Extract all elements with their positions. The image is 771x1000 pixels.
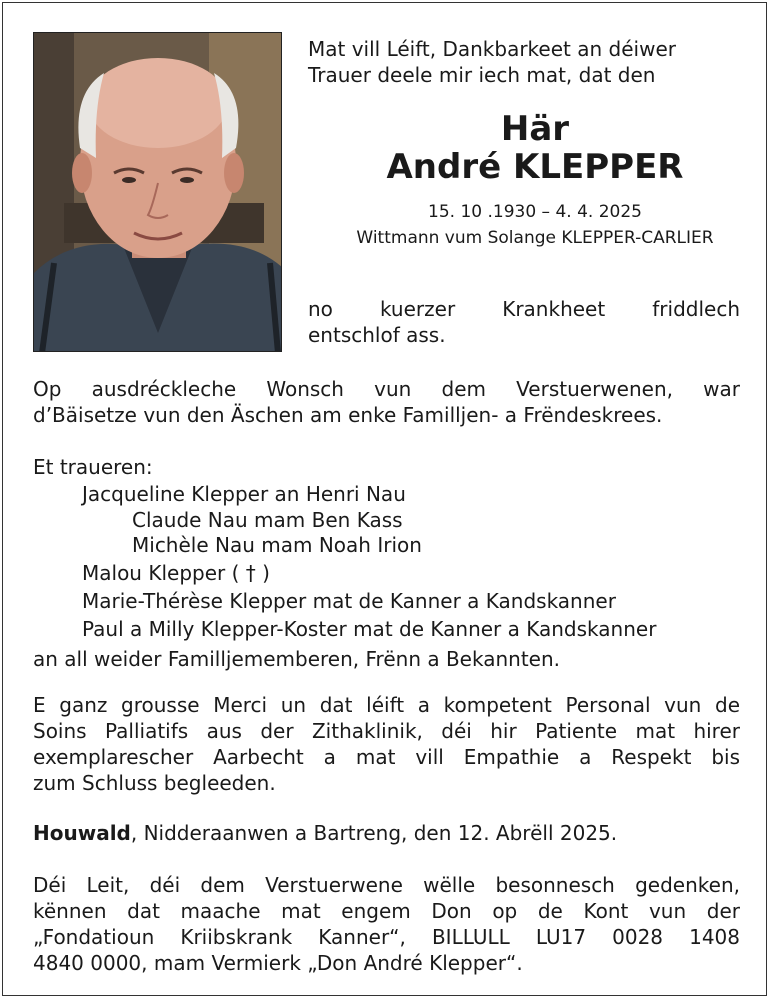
salutation: Här bbox=[500, 109, 570, 149]
mourners-heading: Et traueren: bbox=[33, 455, 153, 479]
donation-line: „Fondatioun Kriibskrank Kanner“, BILLULL LU17 0028 1408 bbox=[33, 925, 740, 949]
mourner-line: Paul a Milly Klepper-Koster mat de Kanner a Kandskanner bbox=[82, 617, 657, 641]
mourner-line: Marie-Thérèse Klepper mat de Kanner a Kandskanner bbox=[82, 589, 616, 613]
death-line: entschlof ass. bbox=[308, 323, 446, 347]
thanks-line: E ganz grousse Merci un dat léift a kompetent Personal vun de bbox=[33, 693, 740, 717]
mourner-line: Jacqueline Klepper an Henri Nau bbox=[82, 482, 406, 506]
mourners-closing: an all weider Familljememberen, Frënn a Bekannten. bbox=[33, 647, 561, 671]
deceased-name: André KLEPPER bbox=[386, 147, 684, 187]
mourner-line: Michèle Nau mam Noah Irion bbox=[132, 533, 422, 557]
intro-line: Trauer deele mir iech mat, dat den bbox=[308, 63, 656, 87]
place-date-rest: , Nidderaanwen a Bartreng, den 12. Abrëll 2025. bbox=[130, 821, 618, 845]
donation-line: kënnen dat maache mat engem Don op de Kont vun der bbox=[33, 899, 740, 923]
spouse-line: Wittmann vum Solange KLEPPER-CARLIER bbox=[356, 228, 714, 248]
thanks-line: zum Schluss begleeden. bbox=[33, 771, 276, 795]
place-name: Houwald bbox=[33, 821, 131, 845]
portrait-photo bbox=[33, 32, 282, 352]
place-date-line bbox=[33, 820, 617, 846]
wish-line: d’Bäisetze vun den Äschen am enke Familljen- a Frëndeskrees. bbox=[33, 403, 663, 427]
life-dates: 15. 10 .1930 – 4. 4. 2025 bbox=[428, 202, 642, 222]
donation-line: 4840 0000, mam Vermierk „Don André Klepper“. bbox=[33, 951, 523, 975]
thanks-line: exemplarescher Aarbecht a mat vill Empathie a Respekt bis bbox=[33, 745, 740, 769]
donation-line: Déi Leit, déi dem Verstuerwene wëlle besonnesch gedenken, bbox=[33, 873, 740, 897]
intro-line: Mat vill Léift, Dankbarkeet an déiwer bbox=[308, 37, 676, 61]
death-line: no kuerzer Krankheet friddlech bbox=[308, 297, 740, 321]
mourner-line: Malou Klepper ( † ) bbox=[82, 561, 270, 585]
thanks-line: Soins Palliatifs aus der Zithaklinik, déi hir Patiente mat hirer bbox=[33, 719, 740, 743]
mourner-line: Claude Nau mam Ben Kass bbox=[132, 508, 403, 532]
wish-line: Op ausdréckleche Wonsch vun dem Verstuerwenen, war bbox=[33, 377, 740, 401]
